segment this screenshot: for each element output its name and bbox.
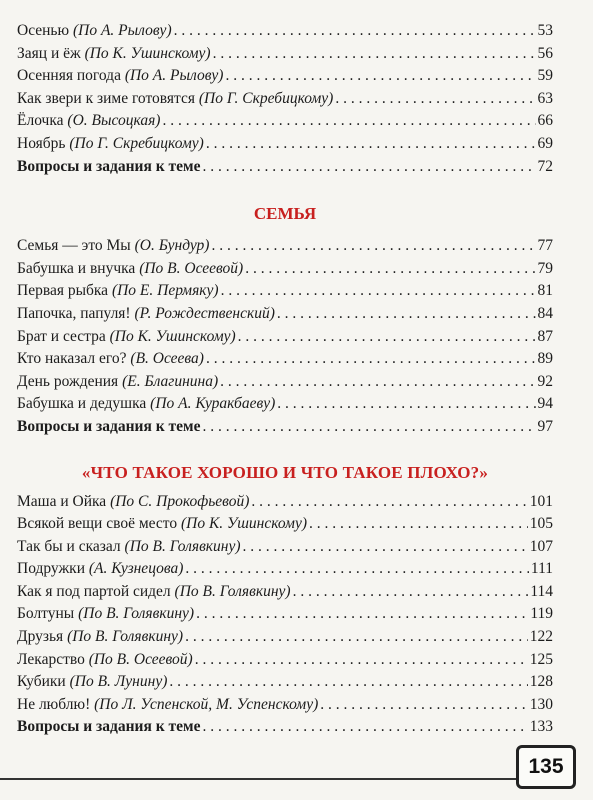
toc-entry bbox=[17, 90, 553, 113]
entry-author: (По В. Осеевой) bbox=[139, 259, 244, 277]
dot-leader bbox=[211, 237, 535, 255]
dot-leader bbox=[195, 651, 528, 669]
toc-entry-title bbox=[17, 493, 249, 511]
dot-leader bbox=[196, 605, 528, 623]
entry-page-number: 97 bbox=[537, 417, 553, 435]
dot-leader bbox=[162, 112, 535, 130]
entry-page-number: 92 bbox=[537, 372, 553, 390]
entry-page-number: 89 bbox=[537, 350, 553, 368]
toc-questions-entry bbox=[17, 158, 553, 181]
entry-title-text: Как я под партой сидел bbox=[17, 582, 175, 600]
entry-title-text: Брат и сестра bbox=[17, 327, 110, 345]
entry-author: (По Г. Скребицкому) bbox=[198, 89, 334, 107]
toc-entry bbox=[17, 350, 553, 373]
dot-leader bbox=[225, 67, 535, 85]
entry-title-text: Подружки bbox=[17, 560, 89, 578]
toc-entry-title bbox=[17, 538, 241, 556]
entry-title-text: Кубики bbox=[17, 673, 70, 691]
toc-entry-title bbox=[17, 350, 204, 368]
entry-page-number: 128 bbox=[529, 673, 553, 691]
dot-leader bbox=[206, 135, 536, 153]
entry-title-text: Так бы и сказал bbox=[17, 537, 125, 555]
toc-group-family bbox=[17, 237, 553, 440]
dot-leader bbox=[174, 22, 536, 40]
toc-entry-title bbox=[17, 328, 236, 346]
dot-leader bbox=[251, 493, 527, 511]
toc-entry bbox=[17, 305, 553, 328]
toc-entry bbox=[17, 673, 553, 696]
section-heading-family: СЕМЬЯ bbox=[253, 204, 317, 224]
toc-entry-title bbox=[17, 112, 160, 130]
dot-leader bbox=[277, 305, 536, 323]
toc-questions-entry bbox=[17, 418, 553, 441]
dot-leader bbox=[277, 395, 535, 413]
entry-title-text: Болтуны bbox=[17, 605, 79, 623]
toc-entry-title bbox=[17, 237, 209, 255]
toc-entry-title bbox=[17, 628, 183, 646]
toc-group-good-and-bad bbox=[17, 493, 553, 742]
entry-author: (По Г. Скребицкому) bbox=[69, 134, 204, 152]
entry-page-number: 133 bbox=[529, 718, 553, 736]
toc-entry bbox=[17, 67, 553, 90]
dot-leader bbox=[221, 282, 536, 300]
entry-page-number: 53 bbox=[537, 22, 553, 39]
entry-title-text: Ноябрь bbox=[17, 134, 70, 152]
entry-title-text: Ёлочка bbox=[17, 112, 68, 130]
entry-author: (В. Осеева) bbox=[130, 350, 204, 368]
toc-entry bbox=[17, 237, 553, 260]
dot-leader bbox=[309, 515, 528, 533]
toc-entry bbox=[17, 696, 553, 719]
entry-page-number: 77 bbox=[537, 237, 553, 255]
entry-page-number: 114 bbox=[530, 582, 553, 600]
entry-title-text: Осенняя погода bbox=[17, 67, 125, 85]
entry-title-text: День рождения bbox=[17, 372, 123, 390]
toc-entry bbox=[17, 45, 553, 68]
entry-page-number: 101 bbox=[529, 492, 553, 510]
entry-title-text: Кто наказал его? bbox=[17, 350, 131, 368]
toc-entry-title bbox=[17, 282, 219, 300]
toc-entry bbox=[17, 112, 553, 135]
entry-title-text: Семья — это Мы bbox=[17, 237, 135, 255]
entry-page-number: 105 bbox=[529, 515, 553, 533]
entry-author: (Р. Рождественский) bbox=[134, 304, 275, 322]
entry-page-number: 59 bbox=[537, 67, 553, 85]
entry-title-text: Не люблю! bbox=[17, 695, 95, 713]
dot-leader bbox=[320, 696, 528, 714]
toc-entry-title bbox=[17, 305, 275, 323]
toc-entry-title bbox=[17, 696, 318, 714]
entry-page-number: 111 bbox=[530, 560, 553, 578]
entry-author: (По В. Голявкину) bbox=[124, 537, 241, 555]
entry-page-number: 130 bbox=[529, 695, 553, 713]
entry-page-number: 87 bbox=[537, 327, 553, 345]
dot-leader bbox=[213, 45, 536, 63]
toc-entry bbox=[17, 260, 553, 283]
toc-entry bbox=[17, 373, 553, 396]
dot-leader bbox=[202, 418, 535, 436]
toc-entry-title bbox=[17, 22, 172, 40]
toc-entry bbox=[17, 628, 553, 651]
entry-author: (О. Бундур) bbox=[134, 237, 210, 255]
entry-page-number: 119 bbox=[530, 605, 553, 623]
entry-title-text: Осенью bbox=[17, 22, 73, 39]
entry-title-text: Первая рыбка bbox=[17, 282, 112, 300]
toc-entry-title bbox=[17, 605, 194, 623]
entry-title-text: Друзья bbox=[17, 628, 68, 646]
table-of-contents bbox=[17, 22, 553, 741]
entry-page-number: 84 bbox=[537, 304, 553, 322]
toc-entry-title bbox=[17, 673, 167, 691]
entry-title-text: Вопросы и задания к теме bbox=[17, 157, 201, 175]
entry-title-text: Бабушка и внучка bbox=[17, 259, 140, 277]
entry-page-number: 69 bbox=[537, 134, 553, 152]
entry-author: (По В. Лунину) bbox=[69, 673, 168, 691]
toc-entry-title bbox=[17, 373, 218, 391]
dot-leader bbox=[243, 538, 528, 556]
entry-page-number: 63 bbox=[537, 89, 553, 107]
entry-page-number: 125 bbox=[529, 650, 553, 668]
entry-title-text: Как звери к зиме готовятся bbox=[17, 89, 199, 107]
toc-entry bbox=[17, 605, 553, 628]
entry-title-text: Вопросы и задания к теме bbox=[17, 718, 201, 736]
dot-leader bbox=[202, 158, 535, 176]
dot-leader bbox=[293, 583, 529, 601]
toc-entry-title bbox=[17, 158, 200, 176]
entry-author: (По В. Голявкину) bbox=[174, 582, 291, 600]
dot-leader bbox=[335, 90, 535, 108]
toc-entry bbox=[17, 135, 553, 158]
entry-page-number: 81 bbox=[537, 282, 553, 300]
entry-page-number: 72 bbox=[537, 157, 553, 175]
toc-entry-title bbox=[17, 560, 183, 578]
toc-entry-title bbox=[17, 583, 291, 601]
toc-entry-title bbox=[17, 718, 200, 736]
entry-title-text: Всякой вещи своё место bbox=[17, 515, 181, 533]
entry-author: (По Л. Успенской, М. Успенскому) bbox=[94, 695, 319, 713]
entry-page-number: 56 bbox=[537, 44, 553, 62]
entry-title-text: Бабушка и дедушка bbox=[17, 395, 151, 413]
dot-leader bbox=[185, 560, 528, 578]
dot-leader bbox=[220, 373, 535, 391]
page-number: 135 bbox=[516, 745, 576, 789]
toc-entry bbox=[17, 515, 553, 538]
toc-entry-title bbox=[17, 418, 200, 436]
toc-entry-title bbox=[17, 90, 333, 108]
toc-entry-title bbox=[17, 45, 211, 63]
entry-author: (По Е. Пермяку) bbox=[111, 282, 219, 300]
entry-author: (По К. Ушинскому) bbox=[84, 44, 211, 62]
entry-author: (По В. Голявкину) bbox=[67, 628, 184, 646]
dot-leader bbox=[245, 260, 535, 278]
toc-entry-title bbox=[17, 395, 275, 413]
entry-author: (По А. Рылову) bbox=[124, 67, 224, 85]
entry-author: (По А. Рылову) bbox=[72, 22, 172, 39]
entry-title-text: Папочка, папуля! bbox=[17, 304, 135, 322]
toc-entry bbox=[17, 560, 553, 583]
entry-author: (По В. Осеевой) bbox=[88, 650, 193, 668]
toc-entry bbox=[17, 538, 553, 561]
toc-group-autumn bbox=[17, 22, 553, 180]
entry-author: (По А. Куракбаеву) bbox=[150, 395, 276, 413]
entry-title-text: Маша и Ойка bbox=[17, 492, 111, 510]
toc-entry-title bbox=[17, 260, 243, 278]
entry-page-number: 79 bbox=[537, 259, 553, 277]
dot-leader bbox=[185, 628, 528, 646]
entry-page-number: 122 bbox=[529, 628, 553, 646]
toc-entry bbox=[17, 282, 553, 305]
entry-author: (О. Высоцкая) bbox=[67, 112, 161, 130]
toc-entry bbox=[17, 22, 553, 45]
entry-title-text: Лекарство bbox=[17, 650, 89, 668]
dot-leader bbox=[169, 673, 527, 691]
entry-page-number: 66 bbox=[537, 112, 553, 130]
toc-entry bbox=[17, 493, 553, 516]
entry-title-text: Заяц и ёж bbox=[17, 44, 85, 62]
entry-title-text: Вопросы и задания к теме bbox=[17, 417, 201, 435]
entry-author: (По С. Прокофьевой) bbox=[110, 492, 250, 510]
entry-author: (По К. Ушинскому) bbox=[109, 327, 236, 345]
toc-entry bbox=[17, 651, 553, 674]
toc-questions-entry bbox=[17, 718, 553, 741]
dot-leader bbox=[238, 328, 536, 346]
toc-entry-title bbox=[17, 651, 193, 669]
toc-entry-title bbox=[17, 515, 307, 533]
entry-author: (А. Кузнецова) bbox=[88, 560, 184, 578]
section-heading-good-and-bad: «ЧТО ТАКОЕ ХОРОШО И ЧТО ТАКОЕ ПЛОХО?» bbox=[81, 462, 489, 482]
dot-leader bbox=[206, 350, 536, 368]
entry-page-number: 107 bbox=[529, 537, 553, 555]
toc-entry-title bbox=[17, 135, 204, 153]
toc-entry-title bbox=[17, 67, 223, 85]
toc-entry bbox=[17, 583, 553, 606]
footer-rule bbox=[0, 778, 516, 780]
toc-entry bbox=[17, 328, 553, 351]
dot-leader bbox=[202, 718, 527, 736]
entry-author: (Е. Благинина) bbox=[122, 372, 219, 390]
entry-page-number: 94 bbox=[537, 395, 553, 413]
toc-entry bbox=[17, 395, 553, 418]
entry-author: (По В. Голявкину) bbox=[78, 605, 195, 623]
entry-author: (По К. Ушинскому) bbox=[180, 515, 307, 533]
